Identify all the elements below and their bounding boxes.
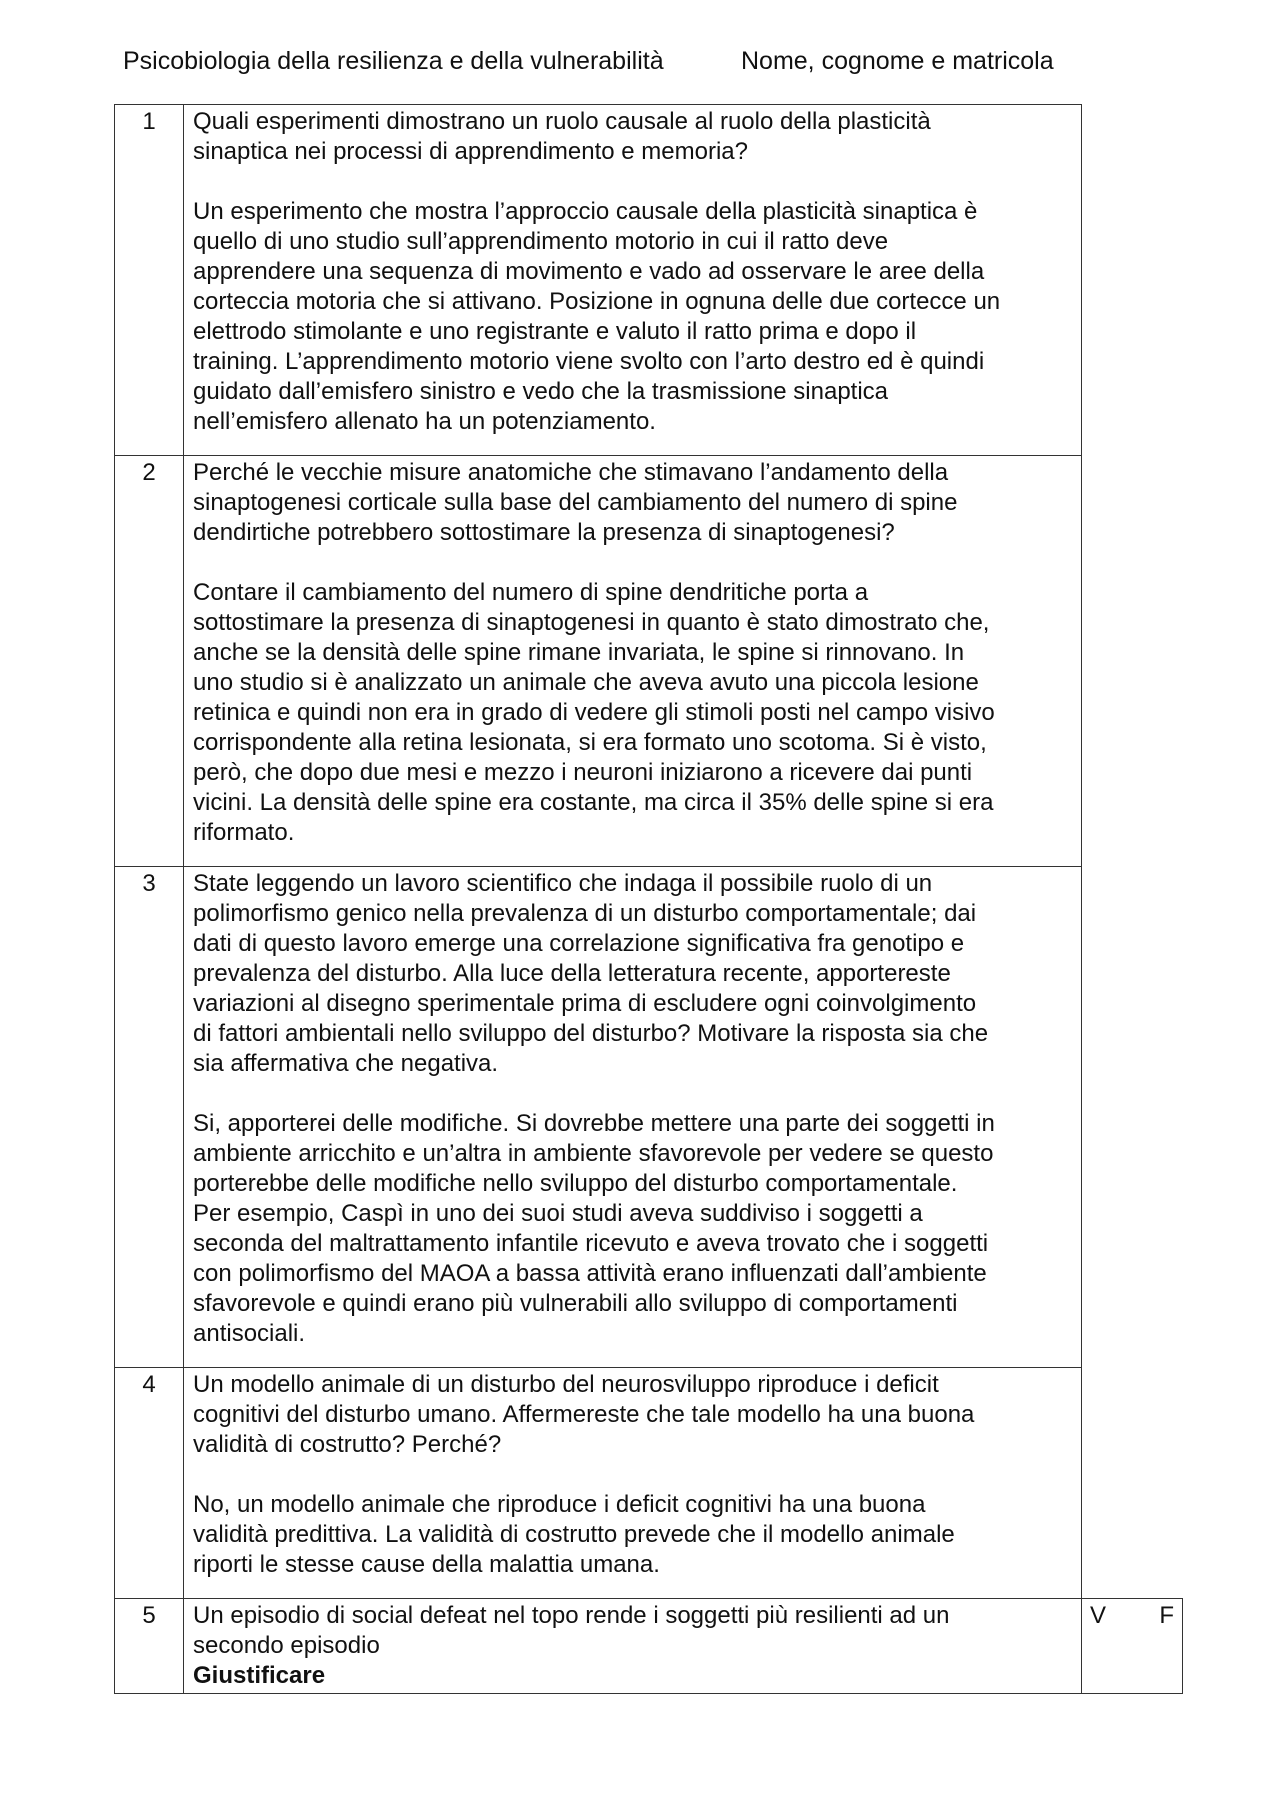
answer-text <box>193 578 1073 848</box>
question-text <box>193 107 1073 167</box>
text-line: validità predittiva. La validità di costrutto prevede che il modello animale <box>193 1521 955 1548</box>
question-number: 5 <box>115 1599 184 1694</box>
text-line: apprendere una sequenza di movimento e vado ad osservare le aree della <box>193 258 985 285</box>
empty-cell <box>1082 1368 1183 1599</box>
text-line: uno studio si è analizzato un animale che aveva avuto una piccola lesione <box>193 669 979 696</box>
answer-text <box>193 197 1073 437</box>
text-line: nell’emisfero allenato ha un potenziamento. <box>193 408 656 435</box>
text-line: con polimorfismo del MAOA a bassa attività erano influenzati dall’ambiente <box>193 1260 987 1287</box>
text-line: secondo episodio <box>193 1632 380 1659</box>
text-line: prevalenza del disturbo. Alla luce della letteratura recente, apportereste <box>193 960 951 987</box>
text-line: dendirtiche potrebbero sottostimare la presenza di sinaptogenesi? <box>193 519 895 546</box>
student-info-label: Nome, cognome e matricola <box>741 47 1054 75</box>
question-text <box>193 1370 1073 1460</box>
answer-text <box>193 1490 1073 1580</box>
text-line: Un episodio di social defeat nel topo rende i soggetti più resilienti ad un <box>193 1602 950 1629</box>
text-line: guidato dall’emisfero sinistro e vedo che la trasmissione sinaptica <box>193 378 889 405</box>
false-option[interactable]: F <box>1159 1602 1174 1629</box>
text-line: ambiente arricchito e un’altra in ambiente sfavorevole per vedere se questo <box>193 1140 994 1167</box>
true-option[interactable]: V <box>1090 1602 1107 1629</box>
true-false-cell <box>1082 1599 1183 1694</box>
text-line: dati di questo lavoro emerge una correlazione significativa fra genotipo e <box>193 930 965 957</box>
question-row <box>115 867 1183 1368</box>
question-cell <box>184 105 1082 456</box>
questions-table <box>114 104 1183 1694</box>
empty-cell <box>1082 456 1183 867</box>
text-line: però, che dopo due mesi e mezzo i neuroni iniziarono a ricevere dai punti <box>193 759 973 786</box>
question-number: 3 <box>115 867 184 1368</box>
question-number: 4 <box>115 1368 184 1599</box>
text-line: corteccia motoria che si attivano. Posizione in ognuna delle due cortecce un <box>193 288 1001 315</box>
text-line: anche se la densità delle spine rimane invariata, le spine si rinnovano. In <box>193 639 965 666</box>
question-text <box>193 1601 1073 1691</box>
text-line: Un esperimento che mostra l’approccio causale della plasticità sinaptica è <box>193 198 978 225</box>
text-line: di fattori ambientali nello sviluppo del disturbo? Motivare la risposta sia che <box>193 1020 989 1047</box>
text-line: variazioni al disegno sperimentale prima di escludere ogni coinvolgimento <box>193 990 977 1017</box>
text-line: retinica e quindi non era in grado di vedere gli stimoli posti nel campo visivo <box>193 699 995 726</box>
text-line: Per esempio, Caspì in uno dei suoi studi aveva suddiviso i soggetti a <box>193 1200 923 1227</box>
question-cell <box>184 456 1082 867</box>
question-row <box>115 1599 1183 1694</box>
question-number: 1 <box>115 105 184 456</box>
text-line: vicini. La densità delle spine era costante, ma circa il 35% delle spine si era <box>193 789 994 816</box>
question-number: 2 <box>115 456 184 867</box>
question-row <box>115 105 1183 456</box>
question-text <box>193 869 1073 1079</box>
text-line: Si, apporterei delle modifiche. Si dovrebbe mettere una parte dei soggetti in <box>193 1110 995 1137</box>
text-line: riporti le stesse cause della malattia umana. <box>193 1551 660 1578</box>
text-line: Contare il cambiamento del numero di spine dendritiche porta a <box>193 579 869 606</box>
answer-text <box>193 1109 1073 1349</box>
empty-cell <box>1082 867 1183 1368</box>
text-line: No, un modello animale che riproduce i deficit cognitivi ha una buona <box>193 1491 926 1518</box>
question-row <box>115 1368 1183 1599</box>
text-line: sottostimare la presenza di sinaptogenesi in quanto è stato dimostrato che, <box>193 609 990 636</box>
text-line: sinaptica nei processi di apprendimento e memoria? <box>193 138 748 165</box>
question-text <box>193 458 1073 548</box>
text-line: riformato. <box>193 819 295 846</box>
course-title: Psicobiologia della resilienza e della vulnerabilità <box>123 47 664 75</box>
question-row <box>115 456 1183 867</box>
text-line: porterebbe delle modifiche nello sviluppo del disturbo comportamentale. <box>193 1170 958 1197</box>
text-line: training. L’apprendimento motorio viene svolto con l’arto destro ed è quindi <box>193 348 985 375</box>
text-line: polimorfismo genico nella prevalenza di un disturbo comportamentale; dai <box>193 900 977 927</box>
text-line: corrispondente alla retina lesionata, si era formato uno scotoma. Si è visto, <box>193 729 987 756</box>
text-line: sfavorevole e quindi erano più vulnerabili allo sviluppo di comportamenti <box>193 1290 958 1317</box>
question-cell <box>184 1368 1082 1599</box>
text-line: sinaptogenesi corticale sulla base del cambiamento del numero di spine <box>193 489 958 516</box>
question-cell <box>184 867 1082 1368</box>
text-line: Quali esperimenti dimostrano un ruolo causale al ruolo della plasticità <box>193 108 931 135</box>
text-line: antisociali. <box>193 1320 306 1347</box>
text-line: State leggendo un lavoro scientifico che indaga il possibile ruolo di un <box>193 870 933 897</box>
text-line: Un modello animale di un disturbo del neurosviluppo riproduce i deficit <box>193 1371 939 1398</box>
text-line: elettrodo stimolante e uno registrante e valuto il ratto prima e dopo il <box>193 318 917 345</box>
text-line: sia affermativa che negativa. <box>193 1050 499 1077</box>
text-line: Perché le vecchie misure anatomiche che stimavano l’andamento della <box>193 459 949 486</box>
justify-instruction: Giustificare <box>193 1662 326 1689</box>
text-line: quello di uno studio sull’apprendimento motorio in cui il ratto deve <box>193 228 889 255</box>
text-line: seconda del maltrattamento infantile ricevuto e aveva trovato che i soggetti <box>193 1230 989 1257</box>
empty-cell <box>1082 105 1183 456</box>
text-line: cognitivi del disturbo umano. Affermereste che tale modello ha una buona <box>193 1401 975 1428</box>
text-line: validità di costrutto? Perché? <box>193 1431 502 1458</box>
question-cell <box>184 1599 1082 1694</box>
